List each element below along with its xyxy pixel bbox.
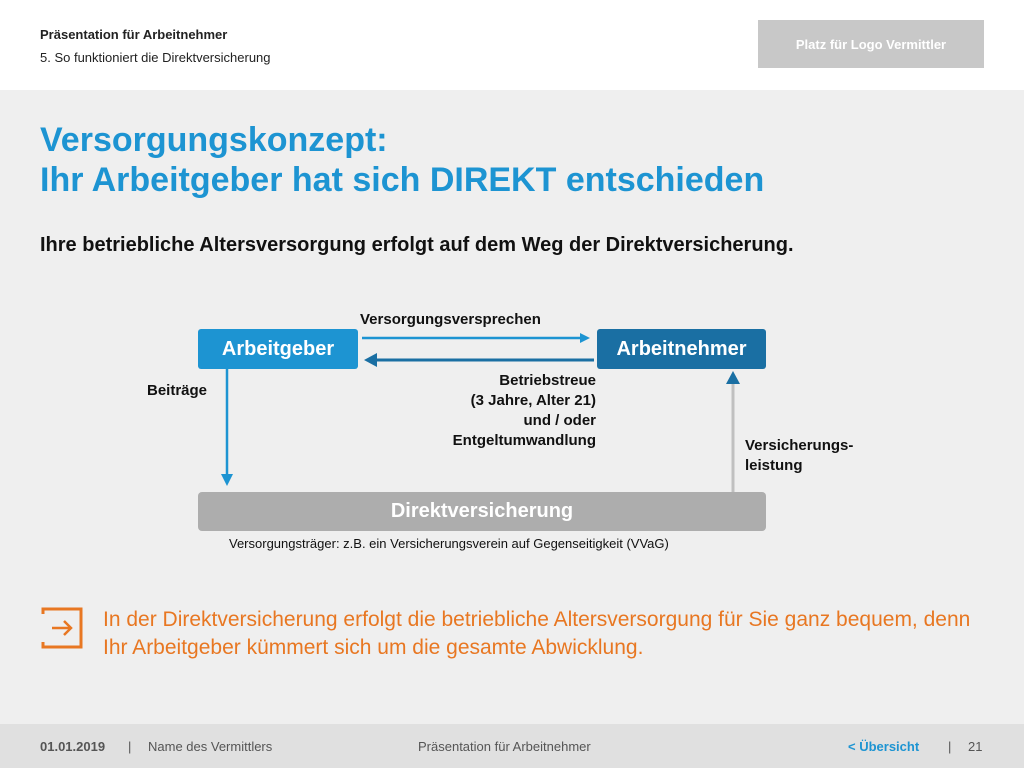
overview-link[interactable]: < Übersicht	[848, 739, 920, 754]
loyalty-line-2: (3 Jahre, Alter 21)	[470, 392, 596, 409]
promise-arrow-head	[580, 333, 590, 343]
page-subtitle: Ihre betriebliche Altersversorgung erfolgt auf dem Weg der Direktversicherung.	[40, 234, 794, 256]
footer-date: 01.01.2019	[40, 739, 106, 754]
footer-separator: |	[948, 739, 952, 754]
page-number: 21	[968, 739, 983, 754]
arrow-right-box-icon	[40, 606, 84, 650]
loyalty-arrow-head	[364, 353, 377, 367]
loyalty-line-4: Entgeltumwandlung	[452, 432, 596, 449]
title-line-1: Versorgungskonzept:	[40, 121, 388, 159]
benefit-line-1: Versicherungs-	[745, 437, 854, 454]
footer-presentation: Präsentation für Arbeitnehmer	[418, 739, 591, 754]
employee-box: Arbeitnehmer	[597, 329, 766, 369]
logo-placeholder: Platz für Logo Vermittler	[758, 20, 984, 68]
insurance-box: Direktversicherung	[198, 492, 766, 531]
footer-agent-name: Name des Vermittlers	[148, 739, 273, 754]
promise-label: Versorgungsversprechen	[360, 311, 541, 328]
contributions-label: Beiträge	[147, 382, 208, 399]
title-line-2: Ihr Arbeitgeber hat sich DIREKT entschieden	[40, 161, 765, 199]
contributions-arrow-head	[221, 474, 233, 486]
header-subtitle: 5. So funktioniert die Direktversicherung	[40, 50, 271, 65]
benefit-arrow-head	[726, 371, 740, 384]
footer-separator: |	[128, 739, 132, 754]
benefit-label	[745, 436, 853, 476]
loyalty-line-1: Betriebstreue	[499, 372, 596, 389]
note-text: In der Direktversicherung erfolgt die betriebliche Altersversorgung für Sie ganz bequem, denn Ihr Arbeitgeber kümmert sich um die gesamte Abwicklung.	[103, 608, 971, 659]
provider-note: Versorgungsträger: z.B. ein Versicherungsverein auf Gegenseitigkeit (VVaG)	[229, 536, 669, 551]
benefit-line-2: leistung	[745, 457, 803, 474]
loyalty-line-3: und / oder	[523, 412, 596, 429]
loyalty-label	[400, 371, 596, 451]
header-title: Präsentation für Arbeitnehmer	[40, 27, 228, 42]
footer-bar	[0, 724, 1024, 768]
employer-box: Arbeitgeber	[198, 329, 358, 369]
